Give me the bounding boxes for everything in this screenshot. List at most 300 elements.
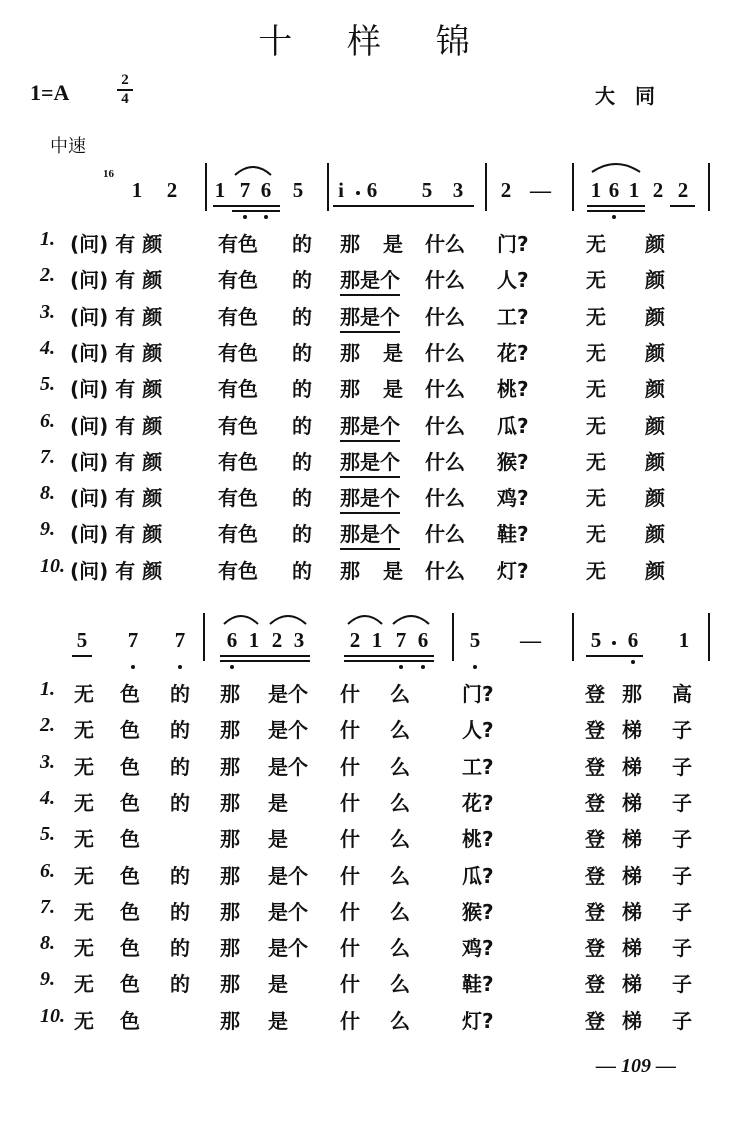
lyric-w1: 无 xyxy=(586,486,606,511)
lyric-pre: (问) 有 颜 xyxy=(70,268,163,293)
lyric-f: 什 xyxy=(340,899,360,924)
lyric-shenme: 什么 xyxy=(425,268,465,293)
lyric-de: 的 xyxy=(292,268,312,293)
note2-15: 1 xyxy=(678,628,690,652)
lyric-pre: (问) 有 颜 xyxy=(70,449,163,474)
lyric-i: 登 xyxy=(585,863,605,888)
lyric-num: 10. xyxy=(40,554,65,577)
lyric-k: 子 xyxy=(672,899,692,924)
lyric-a: 无 xyxy=(74,863,94,888)
lyric-de: 的 xyxy=(292,377,312,402)
lyric-w1: 无 xyxy=(586,449,606,474)
lyric-row-s2-7 xyxy=(0,932,750,968)
lyric-a: 无 xyxy=(74,682,94,706)
lyric-g: 么 xyxy=(390,972,410,997)
lyric-row-s2-4 xyxy=(0,823,750,859)
lyric-d: 那 xyxy=(220,827,240,852)
note2-13: 5 xyxy=(590,628,602,652)
lyric-e: 是个 xyxy=(268,718,308,743)
underline-s2-1 xyxy=(220,655,310,657)
lyric-i: 登 xyxy=(585,899,605,924)
lyric-e: 是个 xyxy=(268,936,308,961)
underline-s1-5 xyxy=(587,210,645,212)
lyric-num: 5. xyxy=(40,373,55,396)
lyric-b: 色 xyxy=(120,1008,140,1033)
lyric-a: 无 xyxy=(74,1008,94,1033)
lyric-na: 那是个 xyxy=(340,410,400,442)
lyric-end: 猴? xyxy=(497,449,529,474)
lyric-row-s1-3 xyxy=(0,337,750,373)
slur-s2-0 xyxy=(222,612,260,626)
lyric-d: 那 xyxy=(220,718,240,743)
lyric-w1: 无 xyxy=(586,268,606,293)
lyric-shi: 是 xyxy=(383,377,403,402)
low-dot-s2-0 xyxy=(131,665,135,669)
lyric-b: 色 xyxy=(120,718,140,743)
lyric-h: 花? xyxy=(462,790,494,815)
lyric-e: 是 xyxy=(268,1008,288,1033)
lyric-f: 什 xyxy=(340,827,360,852)
lyric-e: 是个 xyxy=(268,682,308,706)
lyric-w1: 无 xyxy=(586,304,606,329)
lyric-h: 灯? xyxy=(462,1008,494,1033)
low-dot-s2-1 xyxy=(178,665,182,669)
low-dot-s2-3 xyxy=(399,665,403,669)
lyric-b: 色 xyxy=(120,754,140,779)
lyric-end: 人? xyxy=(497,268,529,293)
lyric-na: 那 xyxy=(340,232,360,256)
lyric-shenme: 什么 xyxy=(425,232,465,256)
lyric-de: 的 xyxy=(292,232,312,256)
lyric-shi: 是 xyxy=(383,340,403,365)
lyric-w2: 颜 xyxy=(645,268,665,293)
lyric-i: 登 xyxy=(585,754,605,779)
song-title: 十 样 锦 xyxy=(258,22,492,62)
lyric-shenme: 什么 xyxy=(425,413,465,438)
note-0: 1 xyxy=(131,178,143,202)
lyric-row-s1-9 xyxy=(0,555,750,591)
lyric-d: 那 xyxy=(220,1008,240,1033)
lyric-num: 7. xyxy=(40,445,55,468)
lyric-w1: 无 xyxy=(586,232,606,256)
lyric-c: 的 xyxy=(170,754,190,779)
lyric-pre: (问) 有 颜 xyxy=(70,304,163,329)
low-dot-s2-2 xyxy=(230,665,234,669)
lyric-f: 什 xyxy=(340,754,360,779)
lyric-shenme: 什么 xyxy=(425,486,465,511)
lyric-i: 登 xyxy=(585,936,605,961)
note-15: 2 xyxy=(652,178,664,202)
lyric-w1: 无 xyxy=(586,377,606,402)
lyric-i: 登 xyxy=(585,682,605,706)
lyric-num: 3. xyxy=(40,750,55,773)
lyric-a: 无 xyxy=(74,827,94,852)
lyric-num: 5. xyxy=(40,823,55,846)
lyric-g: 么 xyxy=(390,790,410,815)
note-8: 5 xyxy=(421,178,433,202)
lyric-f: 什 xyxy=(340,718,360,743)
barline-s1-4 xyxy=(708,163,710,211)
low-dot-s2-4 xyxy=(421,665,425,669)
underline-s2-3 xyxy=(344,655,434,657)
lyric-na: 那是个 xyxy=(340,301,400,333)
lyric-b: 色 xyxy=(120,936,140,961)
lyric-w2: 颜 xyxy=(645,522,665,547)
slur-s2-2 xyxy=(346,612,384,626)
lyric-shenme: 什么 xyxy=(425,340,465,365)
lyric-d: 那 xyxy=(220,754,240,779)
slur-s2-1 xyxy=(268,612,308,626)
slur-s2-3 xyxy=(391,612,431,626)
lyric-a: 无 xyxy=(74,936,94,961)
lyric-row-s2-2 xyxy=(0,751,750,787)
note-16: 2 xyxy=(677,178,689,202)
lyric-end: 鸡? xyxy=(497,486,529,511)
lyric-num: 2. xyxy=(40,264,55,287)
lyric-j: 梯 xyxy=(622,718,642,743)
lyric-w2: 颜 xyxy=(645,449,665,474)
rhythm-dot-2 xyxy=(612,641,616,645)
note2-11: 5 xyxy=(469,628,481,652)
lyric-h: 瓜? xyxy=(462,863,494,888)
lyric-a: 无 xyxy=(74,718,94,743)
lyric-shenme: 什么 xyxy=(425,522,465,547)
lyric-num: 4. xyxy=(40,786,55,809)
note2-0: 5 xyxy=(76,628,88,652)
lyric-k: 子 xyxy=(672,718,692,743)
lyric-w2: 颜 xyxy=(645,413,665,438)
lyric-w2: 颜 xyxy=(645,558,665,583)
lyric-row-s2-9 xyxy=(0,1005,750,1041)
lyric-de: 的 xyxy=(292,340,312,365)
lyric-k: 子 xyxy=(672,827,692,852)
underline-s2-2 xyxy=(220,660,310,662)
lyric-w1: 无 xyxy=(586,522,606,547)
barline-s2-0 xyxy=(203,613,205,661)
lyric-k: 子 xyxy=(672,1008,692,1033)
note2-5: 2 xyxy=(271,628,283,652)
lyric-row-s1-2 xyxy=(0,301,750,337)
underline-s1-6 xyxy=(670,205,695,207)
lyric-row-s2-3 xyxy=(0,787,750,823)
lyric-g: 么 xyxy=(390,936,410,961)
lyric-d: 那 xyxy=(220,936,240,961)
lyric-w2: 颜 xyxy=(645,232,665,256)
lyric-d: 那 xyxy=(220,899,240,924)
lyric-pre: (问) 有 颜 xyxy=(70,377,163,402)
lyric-h: 门? xyxy=(462,682,494,706)
barline-s2-3 xyxy=(708,613,710,661)
lyric-mid: 有色 xyxy=(218,522,258,547)
note2-6: 3 xyxy=(293,628,305,652)
lyric-num: 8. xyxy=(40,932,55,955)
note-3: 7 xyxy=(239,178,251,202)
lyric-de: 的 xyxy=(292,558,312,583)
lyric-h: 猴? xyxy=(462,899,494,924)
lyric-g: 么 xyxy=(390,682,410,706)
lyric-row-s2-0 xyxy=(0,678,750,714)
lyric-g: 么 xyxy=(390,1008,410,1033)
lyric-f: 什 xyxy=(340,972,360,997)
note2-14: 6 xyxy=(627,628,639,652)
lyric-row-s1-6 xyxy=(0,446,750,482)
lyric-mid: 有色 xyxy=(218,232,258,256)
underline-s1-4 xyxy=(587,205,645,207)
lyric-end: 花? xyxy=(497,340,529,365)
lyric-f: 什 xyxy=(340,790,360,815)
region-label: 大同 xyxy=(595,84,675,108)
lyric-de: 的 xyxy=(292,449,312,474)
lyric-i: 登 xyxy=(585,827,605,852)
lyric-row-s1-1 xyxy=(0,264,750,300)
lyric-f: 什 xyxy=(340,1008,360,1033)
lyric-num: 1. xyxy=(40,228,55,250)
low-dot-s1-1 xyxy=(264,215,268,219)
underline-s1-0 xyxy=(213,205,280,207)
lyric-shi: 是 xyxy=(383,232,403,256)
lyric-row-s2-8 xyxy=(0,968,750,1004)
tempo-marking: 中速 xyxy=(50,136,86,157)
lyric-e: 是 xyxy=(268,827,288,852)
lyric-i: 登 xyxy=(585,972,605,997)
lyric-c: 的 xyxy=(170,936,190,961)
lyric-row-s2-5 xyxy=(0,860,750,896)
lyric-h: 人? xyxy=(462,718,494,743)
lyric-c: 的 xyxy=(170,972,190,997)
lyric-num: 6. xyxy=(40,859,55,882)
lyric-g: 么 xyxy=(390,899,410,924)
lyric-row-s1-5 xyxy=(0,410,750,446)
lyric-end: 工? xyxy=(497,304,529,329)
lyric-d: 那 xyxy=(220,972,240,997)
lyric-c: 的 xyxy=(170,718,190,743)
lyric-de: 的 xyxy=(292,522,312,547)
lyric-mid: 有色 xyxy=(218,449,258,474)
lyric-w1: 无 xyxy=(586,340,606,365)
lyric-k: 子 xyxy=(672,936,692,961)
note-2: 1 xyxy=(214,178,226,202)
time-signature xyxy=(117,72,133,108)
note-13: 6 xyxy=(608,178,620,202)
lyric-pre: (问) 有 颜 xyxy=(70,232,163,256)
lyric-mid: 有色 xyxy=(218,304,258,329)
lyric-mid: 有色 xyxy=(218,268,258,293)
lyric-na: 那 xyxy=(340,340,360,365)
lyric-end: 灯? xyxy=(497,558,529,583)
lyric-row-s1-0 xyxy=(0,228,750,264)
slur-s1-0 xyxy=(233,163,273,177)
time-sig-bottom: 4 xyxy=(121,91,129,107)
lyric-w2: 颜 xyxy=(645,377,665,402)
note-7: 6 xyxy=(366,178,378,202)
lyric-end: 瓜? xyxy=(497,413,529,438)
lyric-b: 色 xyxy=(120,863,140,888)
lyric-row-s1-7 xyxy=(0,482,750,518)
lyric-row-s2-1 xyxy=(0,714,750,750)
lyric-j: 梯 xyxy=(622,827,642,852)
barline-s2-1 xyxy=(452,613,454,661)
page-number: — 109 — xyxy=(596,1055,676,1077)
lyric-na: 那 xyxy=(340,558,360,583)
lyric-w2: 颜 xyxy=(645,304,665,329)
note2-9: 7 xyxy=(395,628,407,652)
lyric-b: 色 xyxy=(120,827,140,852)
lyric-j: 梯 xyxy=(622,863,642,888)
barline-s1-3 xyxy=(572,163,574,211)
low-dot-s1-0 xyxy=(243,215,247,219)
note2-3: 6 xyxy=(226,628,238,652)
lyric-j: 梯 xyxy=(622,754,642,779)
lyric-j: 那 xyxy=(622,682,642,706)
lyric-num: 9. xyxy=(40,968,55,991)
lyric-num: 8. xyxy=(40,482,55,505)
lyric-g: 么 xyxy=(390,718,410,743)
time-sig-top: 2 xyxy=(121,72,129,88)
underline-s2-5 xyxy=(586,655,643,657)
lyric-row-s1-4 xyxy=(0,373,750,409)
lyric-end: 桃? xyxy=(497,377,529,402)
lyric-num: 9. xyxy=(40,518,55,541)
underline-s1-1 xyxy=(232,210,280,212)
lyric-mid: 有色 xyxy=(218,413,258,438)
lyric-a: 无 xyxy=(74,754,94,779)
lyric-h: 桃? xyxy=(462,827,494,852)
note2-10: 6 xyxy=(417,628,429,652)
lyric-k: 子 xyxy=(672,972,692,997)
lyric-na: 那是个 xyxy=(340,446,400,478)
lyric-pre: (问) 有 颜 xyxy=(70,486,163,511)
underline-s1-3 xyxy=(416,205,474,207)
slur-s1-1 xyxy=(590,160,642,174)
lyric-j: 梯 xyxy=(622,936,642,961)
lyric-num: 10. xyxy=(40,1004,65,1027)
low-dot-s2-5 xyxy=(473,665,477,669)
barline-s2-2 xyxy=(572,613,574,661)
lyric-j: 梯 xyxy=(622,790,642,815)
lyric-a: 无 xyxy=(74,972,94,997)
lyric-h: 工? xyxy=(462,754,494,779)
note2-4: 1 xyxy=(248,628,260,652)
key-signature: 1=A xyxy=(30,80,70,105)
lyric-k: 子 xyxy=(672,790,692,815)
lyric-g: 么 xyxy=(390,754,410,779)
lyric-k: 子 xyxy=(672,754,692,779)
lyric-g: 么 xyxy=(390,863,410,888)
underline-s2-4 xyxy=(344,660,434,662)
lyric-w1: 无 xyxy=(586,413,606,438)
lyric-j: 梯 xyxy=(622,972,642,997)
note-6: i xyxy=(338,178,344,202)
lyric-na: 那 xyxy=(340,377,360,402)
lyric-a: 无 xyxy=(74,899,94,924)
low-dot-s1-2 xyxy=(612,215,616,219)
lyric-c: 的 xyxy=(170,863,190,888)
lyric-b: 色 xyxy=(120,899,140,924)
lyric-b: 色 xyxy=(120,790,140,815)
lyric-pre: (问) 有 颜 xyxy=(70,522,163,547)
lyric-end: 鞋? xyxy=(497,522,529,547)
note2-8: 1 xyxy=(371,628,383,652)
note-14: 1 xyxy=(628,178,640,202)
lyric-shi: 是 xyxy=(383,558,403,583)
lyric-e: 是个 xyxy=(268,863,308,888)
lyric-f: 什 xyxy=(340,682,360,706)
lyric-mid: 有色 xyxy=(218,558,258,583)
note-12: 1 xyxy=(590,178,602,202)
lyric-e: 是个 xyxy=(268,899,308,924)
lyric-na: 那是个 xyxy=(340,482,400,514)
lyric-pre: (问) 有 颜 xyxy=(70,558,163,583)
lyric-j: 梯 xyxy=(622,1008,642,1033)
lyric-b: 色 xyxy=(120,682,140,706)
lyric-shenme: 什么 xyxy=(425,449,465,474)
lyric-i: 登 xyxy=(585,1008,605,1033)
lyric-c: 的 xyxy=(170,899,190,924)
low-dot-s2-6 xyxy=(631,660,635,664)
lyric-w2: 颜 xyxy=(645,486,665,511)
lyric-num: 4. xyxy=(40,336,55,359)
lyric-g: 么 xyxy=(390,827,410,852)
lyric-mid: 有色 xyxy=(218,340,258,365)
lyric-de: 的 xyxy=(292,413,312,438)
lyric-shenme: 什么 xyxy=(425,304,465,329)
lyric-e: 是 xyxy=(268,972,288,997)
note-1: 2 xyxy=(166,178,178,202)
barline-s1-1 xyxy=(327,163,329,211)
rhythm-dot xyxy=(356,191,360,195)
lyric-j: 梯 xyxy=(622,899,642,924)
lyric-h: 鸡? xyxy=(462,936,494,961)
lyric-d: 那 xyxy=(220,682,240,706)
lyric-shenme: 什么 xyxy=(425,558,465,583)
lyric-c: 的 xyxy=(170,790,190,815)
lyric-i: 登 xyxy=(585,790,605,815)
lyric-e: 是个 xyxy=(268,754,308,779)
lyric-shenme: 什么 xyxy=(425,377,465,402)
lyric-num: 7. xyxy=(40,895,55,918)
lyric-pre: (问) 有 颜 xyxy=(70,413,163,438)
lyric-row-s2-6 xyxy=(0,896,750,932)
lyric-i: 登 xyxy=(585,718,605,743)
note2-1: 7 xyxy=(127,628,139,652)
note2-12: — xyxy=(520,628,541,652)
lyric-de: 的 xyxy=(292,304,312,329)
note2-7: 2 xyxy=(349,628,361,652)
note2-2: 7 xyxy=(174,628,186,652)
note-11: — xyxy=(530,178,551,202)
grace-note: 16 xyxy=(103,168,114,180)
lyric-pre: (问) 有 颜 xyxy=(70,340,163,365)
lyric-h: 鞋? xyxy=(462,972,494,997)
lyric-f: 什 xyxy=(340,936,360,961)
lyric-k: 高 xyxy=(672,682,692,706)
lyric-num: 3. xyxy=(40,300,55,323)
lyric-d: 那 xyxy=(220,790,240,815)
lyric-e: 是 xyxy=(268,790,288,815)
lyric-d: 那 xyxy=(220,863,240,888)
underline-s2-0 xyxy=(72,655,92,657)
note-10: 2 xyxy=(500,178,512,202)
note-9: 3 xyxy=(452,178,464,202)
lyric-de: 的 xyxy=(292,486,312,511)
lyric-w1: 无 xyxy=(586,558,606,583)
lyric-k: 子 xyxy=(672,863,692,888)
lyric-na: 那是个 xyxy=(340,518,400,550)
lyric-row-s1-8 xyxy=(0,518,750,554)
lyric-num: 1. xyxy=(40,678,55,700)
lyric-w2: 颜 xyxy=(645,340,665,365)
note-5: 5 xyxy=(292,178,304,202)
